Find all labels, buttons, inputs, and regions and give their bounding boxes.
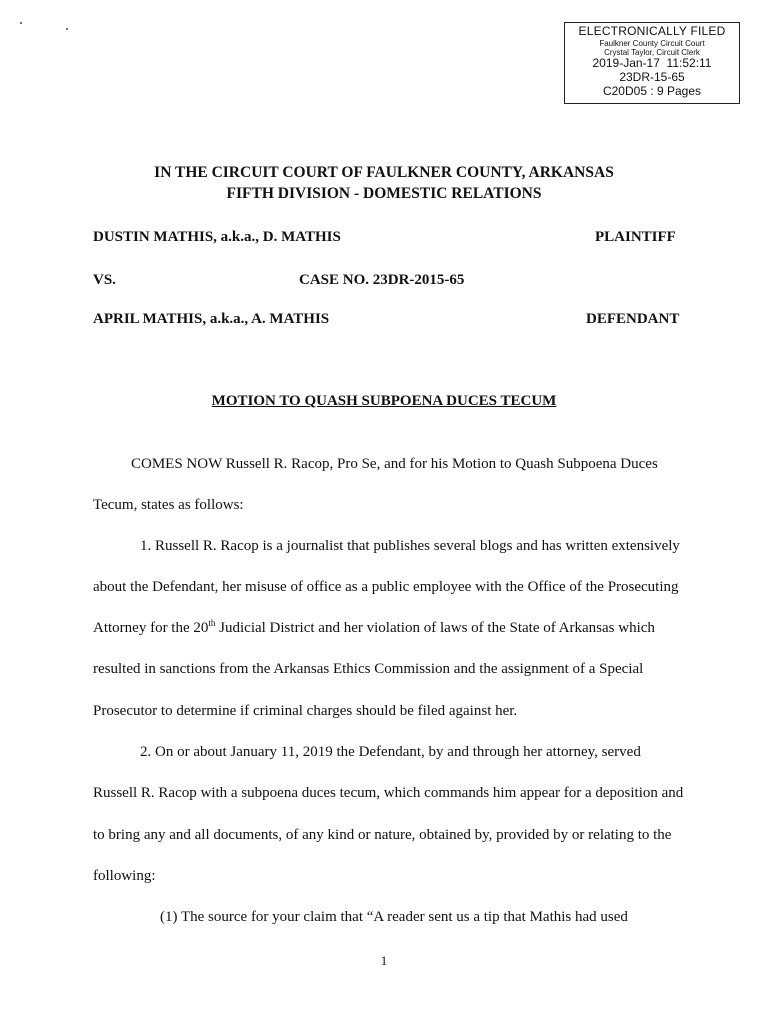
electronic-filing-stamp [564,22,740,104]
stamp-pages: C20D05 : 9 Pages [602,83,702,98]
paragraph-1-line-3 [93,620,655,637]
paragraph-1-line-1: 1. Russell R. Racop is a journalist that publishes several blogs and has written extensively [140,538,680,554]
stamp-clerk: Crystal Taylor, Circuit Clerk [604,47,700,57]
motion-title: MOTION TO QUASH SUBPOENA DUCES TECUM [211,393,557,409]
paragraph-2-line-1: 2. On or about January 11, 2019 the Defendant, by and through her attorney, served [140,744,641,760]
stamp-court: Faulkner County Circuit Court [599,38,705,48]
paragraph-2-line-2: Russell R. Racop with a subpoena duces tecum, which commands him appear for a deposition and [93,785,684,801]
plaintiff-label: PLAINTIFF [595,229,676,245]
stamp-case-no: 23DR-15-65 [619,69,685,84]
ordinal-superscript: th [208,618,216,628]
stamp-title: ELECTRONICALLY FILED [578,24,726,38]
defendant-label: DEFENDANT [586,311,680,327]
intro-line-2: Tecum, states as follows: [93,497,244,513]
case-number: CASE NO. 23DR-2015-65 [299,272,465,288]
subpoena-item-1: (1) The source for your claim that “A reader sent us a tip that Mathis had used [160,909,628,925]
paragraph-2-line-4: following: [93,868,156,884]
paragraph-1-line-4: resulted in sanctions from the Arkansas Ethics Commission and the assignment of a Special [93,661,644,677]
defendant-name: APRIL MATHIS, a.k.a., A. MATHIS [93,311,330,327]
paragraph-1-line-2: about the Defendant, her misuse of office as a public employee with the Office of the Prosecuting [93,579,679,595]
intro-line-1: COMES NOW Russell R. Racop, Pro Se, and for his Motion to Quash Subpoena Duces [131,456,658,472]
stamp-datetime: 2019-Jan-17 11:52:11 [592,56,712,71]
paragraph-1-line-3-start: Attorney for the 20 [93,620,209,636]
versus-label: VS. [93,272,116,288]
paragraph-1-line-3-end: Judicial District and her violation of laws of the State of Arkansas which [215,620,655,636]
court-heading: IN THE CIRCUIT COURT OF FAULKNER COUNTY, ARKANSAS [154,164,614,181]
page-number: 1 [380,953,388,968]
scan-speck [20,22,22,24]
division-heading: FIFTH DIVISION - DOMESTIC RELATIONS [226,185,542,202]
scan-speck [66,28,68,30]
paragraph-1-line-5: Prosecutor to determine if criminal charges should be filed against her. [93,703,518,719]
paragraph-2-line-3: to bring any and all documents, of any kind or nature, obtained by, provided by or relating to the [93,827,672,843]
plaintiff-name: DUSTIN MATHIS, a.k.a., D. MATHIS [93,229,341,245]
